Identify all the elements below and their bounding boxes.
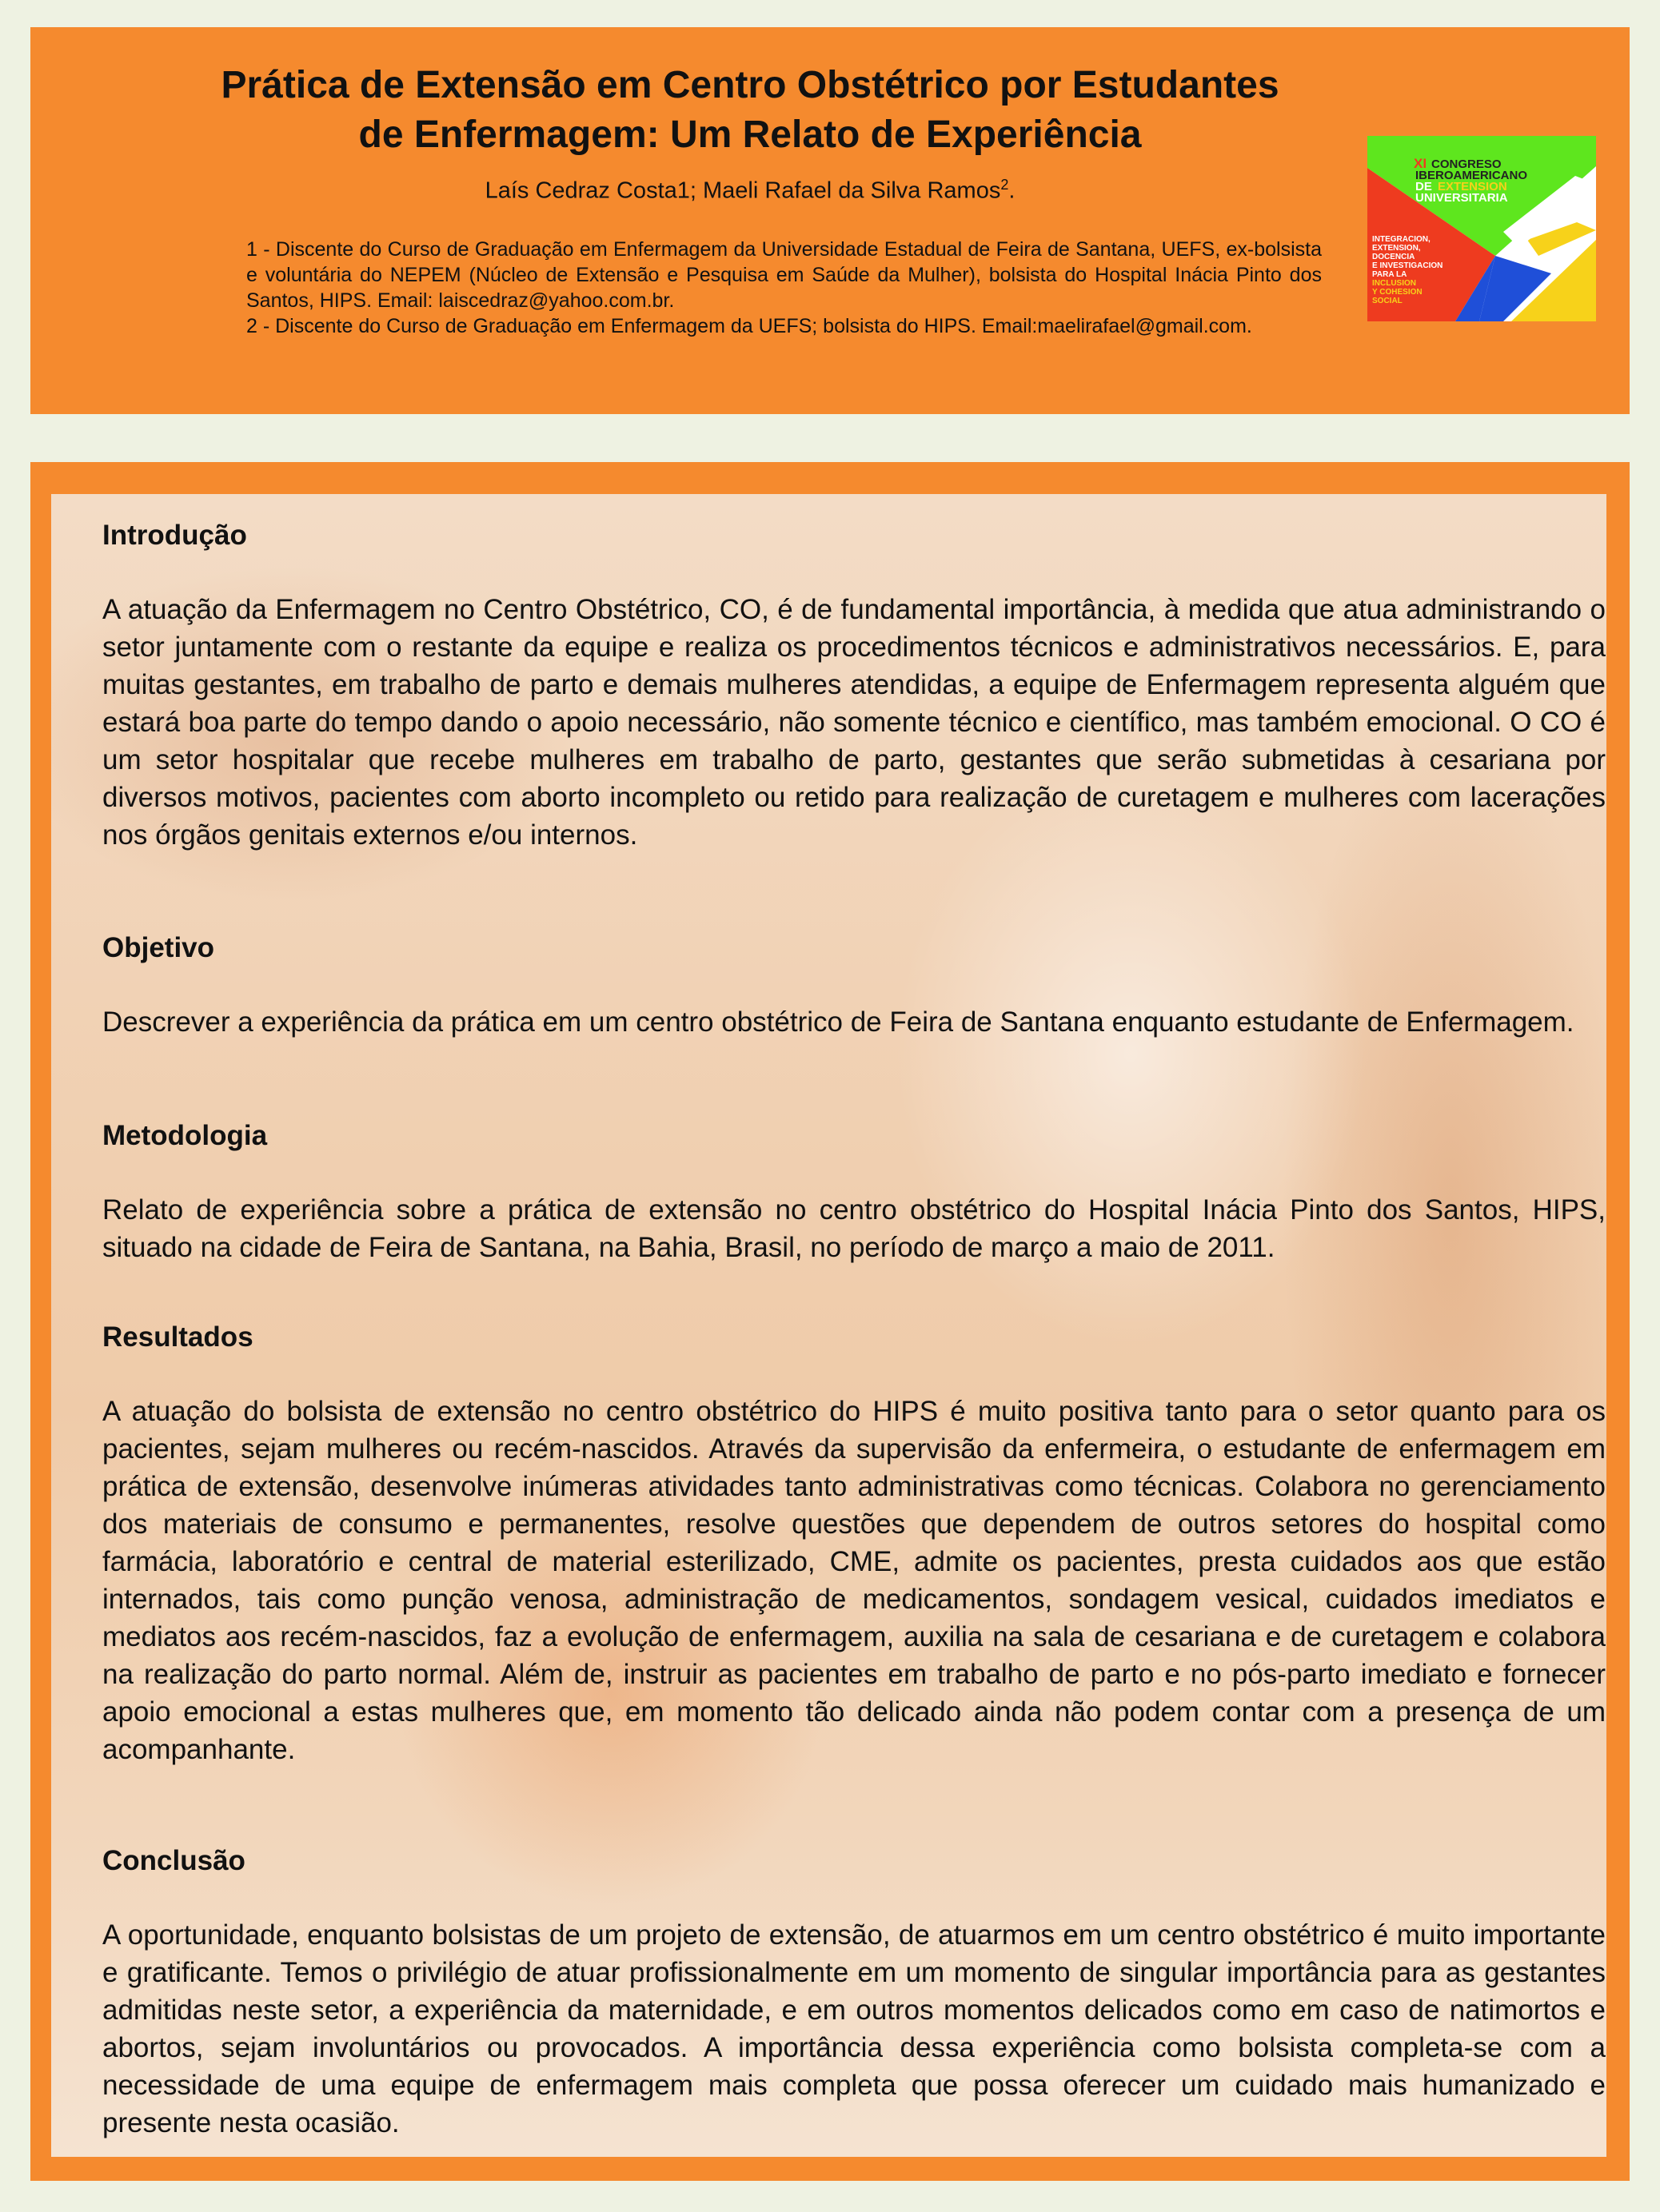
authors bbox=[126, 177, 1374, 205]
logo-sub-8: SOCIAL bbox=[1372, 297, 1403, 305]
logo-numeral: XI bbox=[1414, 156, 1427, 171]
section-objective bbox=[102, 929, 1606, 1041]
logo-line-1: CONGRESO bbox=[1431, 157, 1502, 171]
objective-heading: Objetivo bbox=[102, 932, 215, 963]
logo-sub-4: E INVESTIGACION bbox=[1372, 261, 1443, 270]
content-panel bbox=[51, 494, 1606, 2157]
methodology-text: Relato de experiência sobre a prática de extensão no centro obstétrico do Hospital Inácia Pinto dos Santos, HIPS, situado na cidade de Feira de Santana, na Bahia, Brasil, no período de março a maio de 2011. bbox=[102, 1194, 1606, 1263]
authors-sup: 2 bbox=[1000, 177, 1009, 193]
conclusion-text: A oportunidade, enquanto bolsistas de um projeto de extensão, de atuarmos em um centro obstétrico é muito importante e gratificante. Temos o privilégio de atuar profissionalmente em um momento de singular importância para as gestantes admitidas neste setor, a experiência da maternidade, e em outros momentos delicados como em caso de natimortos e abortos, sejam involuntários ou provocados. A importância dessa experiência como bolsista completa-se com a necessidade de uma equipe de enfermagem mais completa que possa oferecer um cuidado mais humanizado e presente nesta ocasião. bbox=[102, 1919, 1606, 2138]
results-text: A atuação do bolsista de extensão no centro obstétrico do HIPS é muito positiva tanto para o setor quanto para os pacientes, sejam mulheres ou recém-nascidos. Através da supervisão da enfermeira, o estudante de enfermagem em prática de extensão, desenvolve inúmeras atividades tanto administrativas como técnicas. Colabora no gerenciamento dos materiais de consumo e permanentes, resolve questões que dependem de outros setores do hospital como farmácia, laboratório e central de material esterilizado, CME, admite os pacientes, presta cuidados aos que estão internados, tais como punção venosa, administração de medicamentos, sondagem vesical, cuidados imediatos e mediatos aos recém-nascidos, faz a evolução de enfermagem, auxilia na sala de cesariana e de curetagem e colabora na realização do parto normal. Além de, instruir as pacientes em trabalho de parto e no pós-parto imediato e fornecer apoio emocional a estas mulheres que, em momento tão delicado ainda não podem contar com a presença de um acompanhante. bbox=[102, 1396, 1606, 1765]
conclusion-heading: Conclusão bbox=[102, 1845, 245, 1876]
results-heading: Resultados bbox=[102, 1321, 253, 1353]
title-line-2: de Enfermagem: Um Relato de Experiência bbox=[358, 114, 1142, 156]
methodology-heading: Metodologia bbox=[102, 1120, 268, 1151]
logo-sub-2: EXTENSION, bbox=[1372, 244, 1421, 253]
congress-logo bbox=[1367, 136, 1596, 321]
objective-text: Descrever a experiência da prática em um centro obstétrico de Feira de Santana enquanto estudante de Enfermagem. bbox=[102, 1006, 1574, 1038]
section-results bbox=[102, 1318, 1606, 1768]
affiliations bbox=[246, 237, 1322, 339]
introduction-text: A atuação da Enfermagem no Centro Obstétrico, CO, é de fundamental importância, à medida que atua administrando o setor juntamente com o restante da equipe e realiza os procedimentos técnicos e administrativos necessários. E, para muitas gestantes, em trabalho de parto e demais mulheres atendidas, a equipe de Enfermagem representa alguém que estará boa parte do tempo dando o apoio necessário, não somente técnico e científico, mas também emocional. O CO é um setor hospitalar que recebe mulheres em trabalho de parto, gestantes que serão submetidas à cesariana por diversos motivos, pacientes com aborto incompleto ou retido para realização de curetagem e mulheres com lacerações nos órgãos genitais externos e/ou internos. bbox=[102, 594, 1606, 851]
congress-logo-graphic bbox=[1367, 136, 1596, 321]
poster-body bbox=[30, 462, 1630, 2181]
logo-sub-1: INTEGRACION, bbox=[1372, 235, 1431, 244]
logo-sub-5: PARA LA bbox=[1372, 270, 1407, 279]
logo-line-3b: EXTENSION bbox=[1438, 180, 1507, 193]
section-methodology bbox=[102, 1117, 1606, 1266]
logo-sub-7: Y COHESION bbox=[1372, 288, 1423, 297]
logo-line-3: DE bbox=[1415, 180, 1432, 193]
introduction-heading: Introdução bbox=[102, 520, 247, 551]
section-conclusion bbox=[102, 1842, 1606, 2142]
poster-title bbox=[126, 61, 1374, 160]
logo-line-4: UNIVERSITARIA bbox=[1415, 191, 1508, 205]
affiliation-1: 1 - Discente do Curso de Graduação em Enfermagem da Universidade Estadual de Feira de Santana, UEFS, ex-bolsista e voluntária do NEPEM (Núcleo de Extensão e Pesquisa em Saúde da Mulher), bolsista do Hospital Inácia Pinto dos Santos, HIPS. Email: laiscedraz@yahoo.com.br. bbox=[246, 238, 1322, 312]
authors-end: . bbox=[1008, 177, 1016, 204]
section-introduction bbox=[102, 516, 1606, 854]
logo-sub-6: INCLUSION bbox=[1372, 279, 1416, 288]
authors-names: Laís Cedraz Costa1; Maeli Rafael da Silva Ramos bbox=[485, 177, 1001, 204]
logo-sub-3: DOCENCIA bbox=[1372, 253, 1415, 261]
logo-line-2: IBEROAMERICANO bbox=[1415, 169, 1528, 182]
poster-header bbox=[30, 27, 1630, 414]
title-line-1: Prática de Extensão em Centro Obstétrico por Estudantes bbox=[221, 64, 1279, 106]
affiliation-2: 2 - Discente do Curso de Graduação em Enfermagem da UEFS; bolsista do HIPS. Email:maelirafael@gmail.com. bbox=[246, 315, 1252, 337]
